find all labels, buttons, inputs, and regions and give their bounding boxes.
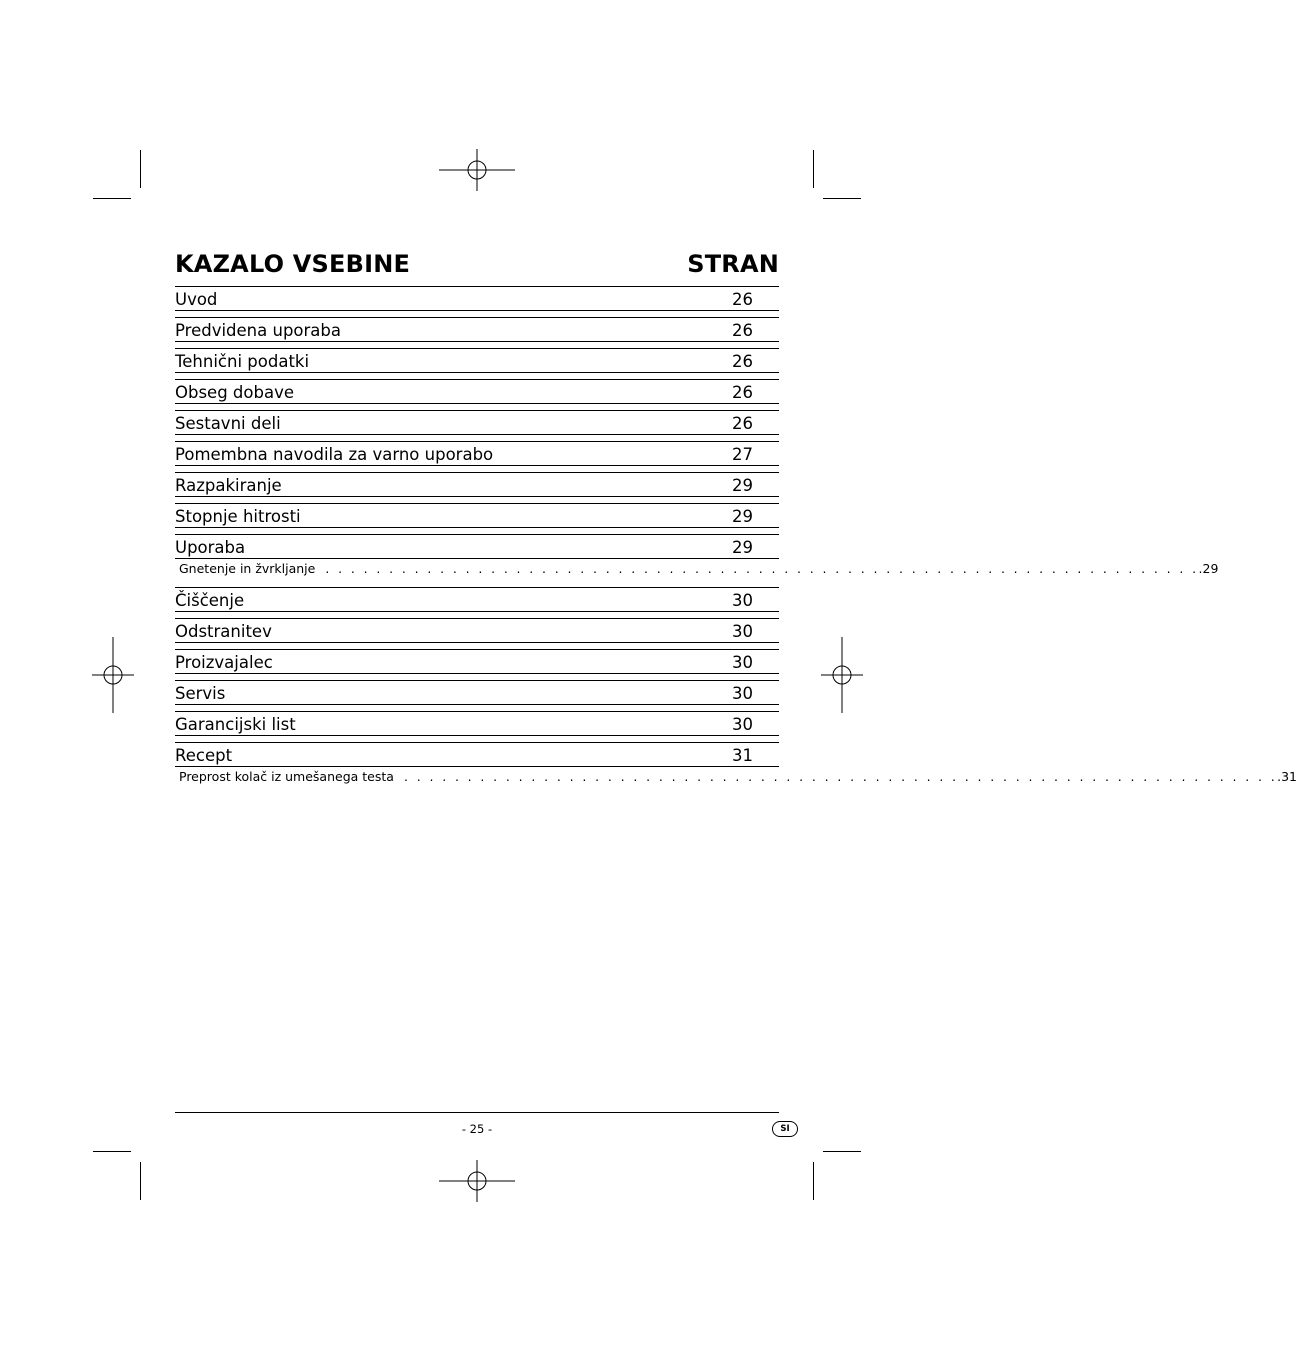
toc-entry-label: Uvod — [175, 290, 218, 309]
toc-entry-page: 30 — [732, 591, 753, 610]
crop-mark — [813, 150, 814, 188]
toc-entry[interactable] — [175, 503, 779, 528]
toc-entry[interactable] — [175, 379, 779, 404]
language-badge: SI — [772, 1121, 798, 1137]
toc-entry-page: 29 — [732, 538, 753, 557]
toc-subentry[interactable] — [175, 769, 1297, 793]
toc-entry-label: Proizvajalec — [175, 653, 273, 672]
toc-entry-page: 26 — [732, 414, 753, 433]
toc-entry-label: Sestavni deli — [175, 414, 281, 433]
crop-mark — [140, 150, 141, 188]
toc-entry[interactable] — [175, 441, 779, 466]
toc-title: KAZALO VSEBINE — [175, 250, 411, 278]
toc-entry[interactable] — [175, 618, 779, 643]
toc-leader-dots: . . . . . . . . . . . . . . . . . . . . . . . . . . . . . . . . . . . . . . . . . . . . . . . . . . . . . . . . . . . . . . . . . . . . . — [325, 561, 1199, 576]
crop-mark — [823, 198, 861, 199]
toc-entry[interactable] — [175, 711, 779, 736]
toc-header — [175, 246, 779, 278]
toc-entry[interactable] — [175, 742, 779, 767]
toc-entry[interactable] — [175, 649, 779, 674]
registration-mark-icon — [75, 637, 151, 713]
toc-subentry-label: Preprost kolač iz umešanega testa — [179, 769, 394, 784]
footer-divider — [175, 1112, 779, 1113]
toc-subentry-page: .29 — [1198, 561, 1219, 576]
toc-entry-page: 29 — [732, 476, 753, 495]
crop-mark — [93, 198, 131, 199]
toc-entry-label: Garancijski list — [175, 715, 296, 734]
toc-leader-dots: . . . . . . . . . . . . . . . . . . . . . . . . . . . . . . . . . . . . . . . . . . . . . . . . . . . . . . . . . . . . . . . . . . . . . — [403, 769, 1278, 784]
page-column-label: STRAN — [687, 250, 779, 278]
toc-entry-page: 30 — [732, 622, 753, 641]
toc-subentry-page: .31 — [1277, 769, 1297, 784]
toc-entry-page: 30 — [732, 684, 753, 703]
toc-entry[interactable] — [175, 317, 779, 342]
toc-entry[interactable] — [175, 534, 779, 559]
toc-entry-page: 26 — [732, 383, 753, 402]
registration-mark-icon — [439, 132, 515, 208]
toc-entry-page: 30 — [732, 653, 753, 672]
toc-entry-page: 30 — [732, 715, 753, 734]
toc-entry-label: Servis — [175, 684, 226, 703]
toc-subentry-label: Gnetenje in žvrkljanje — [179, 561, 316, 576]
crop-mark — [813, 1162, 814, 1200]
toc-entry[interactable] — [175, 286, 779, 311]
toc-entry-label: Stopnje hitrosti — [175, 507, 301, 526]
toc-entry[interactable] — [175, 410, 779, 435]
table-of-contents — [175, 286, 1297, 795]
toc-entry-label: Uporaba — [175, 538, 246, 557]
toc-entry-label: Razpakiranje — [175, 476, 282, 495]
toc-entry-label: Čiščenje — [175, 591, 245, 610]
toc-entry-label: Obseg dobave — [175, 383, 294, 402]
toc-entry-page: 27 — [732, 445, 753, 464]
toc-entry-label: Pomembna navodila za varno uporabo — [175, 445, 494, 464]
toc-entry[interactable] — [175, 348, 779, 373]
page-number: - 25 - — [461, 1122, 493, 1136]
toc-entry-page: 29 — [732, 507, 753, 526]
toc-subentry[interactable] — [175, 561, 1219, 585]
toc-entry-page: 26 — [732, 290, 753, 309]
toc-entry-label: Recept — [175, 746, 233, 765]
crop-mark — [140, 1162, 141, 1200]
toc-entry-page: 31 — [732, 746, 753, 765]
toc-entry[interactable] — [175, 472, 779, 497]
toc-entry-label: Predvidena uporaba — [175, 321, 341, 340]
registration-mark-icon — [439, 1143, 515, 1219]
registration-mark-icon — [804, 637, 880, 713]
toc-entry-page: 26 — [732, 352, 753, 371]
toc-entry-label: Tehnični podatki — [175, 352, 310, 371]
toc-entry-label: Odstranitev — [175, 622, 272, 641]
toc-entry[interactable] — [175, 680, 779, 705]
crop-mark — [823, 1151, 861, 1152]
toc-entry-page: 26 — [732, 321, 753, 340]
toc-entry[interactable] — [175, 587, 779, 612]
crop-mark — [93, 1151, 131, 1152]
